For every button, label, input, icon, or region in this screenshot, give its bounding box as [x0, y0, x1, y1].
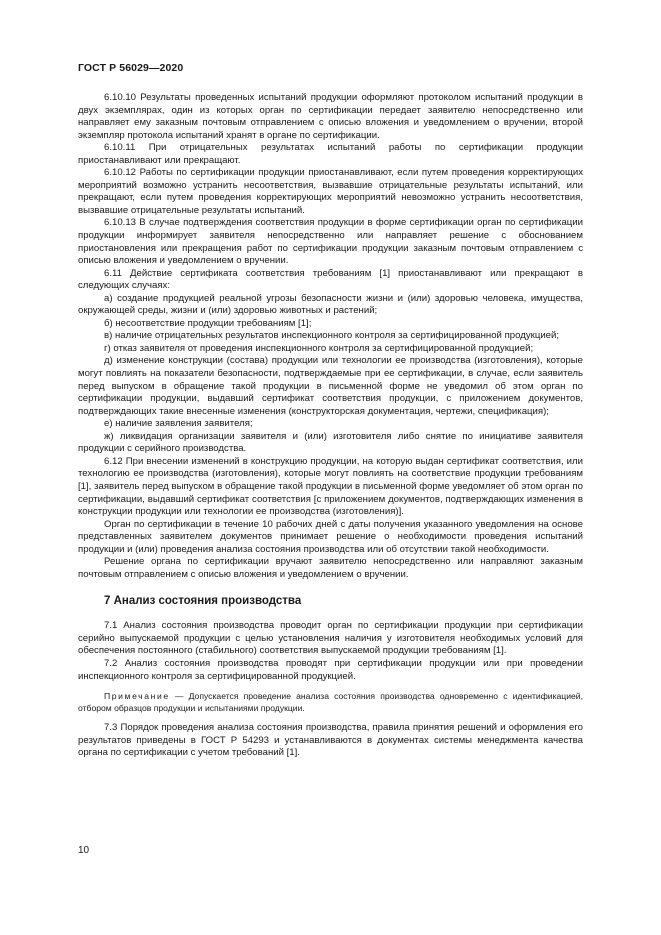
list-item-g: г) отказ заявителя от проведения инспекционного контроля за сертифицированной продукцией;	[104, 342, 534, 354]
note	[78, 691, 583, 714]
paragraph-6-10-11: 6.10.11 При отрицательных результатах испытаний работы по сертификации продукции приостанавливают или прекращают.	[78, 142, 583, 166]
document-header: ГОСТ Р 56029—2020	[78, 62, 184, 74]
paragraph-7-1: 7.1 Анализ состояния производства проводит орган по сертификации продукции при сертификации серийно выпускаемой продукции с целью установления наличия у изготовителя необходимых условий для обеспечения постоянного (стабильного) соответствия выпускаемой продукции требованиям [1].	[78, 620, 583, 657]
paragraph-notification: Орган по сертификации в течение 10 рабочих дней с даты получения указанного уведомления на основе представленных заявителем документов принимает решение о необходимости проведения испытаний продукции и (или) проведения анализа состояния производства или об отсутствии такой необходимости.	[78, 518, 583, 555]
paragraph-6-11: 6.11 Действие сертификата соответствия требованиям [1] приостанавливают или прекращают в следующих случаях:	[78, 267, 583, 292]
list-item-d: д) изменение конструкции (состава) продукции или технологии ее производства (изготовления), которые могут повлиять на показатели безопасности, подтверждаемые при ее сертификации, в случае, если заявитель перед выпуском в обращение такой продукции в письменной форме не уведомил об этом орган по сертификации продукции, выдавший сертификат соответствия продукции, с приложением документов, подтверждающих такие внесенные изменения (конструкторская документация, чертежи, спецификация);	[78, 355, 583, 417]
document-body	[78, 92, 583, 760]
paragraph-7-2: 7.2 Анализ состояния производства проводят при сертификации продукции или при проведении инспекционного контроля за сертифицированной продукцией.	[78, 657, 583, 682]
note-label: Примечание	[104, 691, 170, 702]
paragraph-decision: Решение органа по сертификации вручают заявителю непосредственно или направляют заказным почтовым отправлением с описью вложения и уведомлением о вручении.	[78, 556, 583, 580]
list-item-zh: ж) ликвидация организации заявителя и (или) изготовителя либо снятие по инициативе заявителя продукции с серийного производства.	[78, 430, 583, 455]
page-number: 10	[78, 845, 90, 856]
list-item-e: е) наличие заявления заявителя;	[104, 418, 253, 430]
paragraph-6-12: 6.12 При внесении изменений в конструкцию продукции, на которую выдан сертификат соответствия, или технологию ее производства (изготовления), которые могут повлиять на соответствие продукции требованиям [1], заявитель перед выпуском в обращение такой продукции в письменной форме уведомляет об этом орган по сертификации, выдавший сертификат соответствия [с приложением документов, подтверждающих изменения в конструкции продукции или технологии ее производства (изготовления)].	[78, 455, 583, 518]
paragraph-6-10-13: 6.10.13 В случае подтверждения соответствия продукции в форме сертификации орган по сертификации продукции информирует заявителя непосредственно или направляет решение с обоснованием приостановления или прекращения работ по сертификации продукции заказным почтовым отправлением с описью вложения и уведомлением о вручении.	[78, 217, 583, 267]
paragraph-6-10-12: 6.10.12 Работы по сертификации продукции приостанавливают, если путем проведения корректирующих мероприятий возможно устранить несоответствия, вызвавшие отрицательные результаты испытаний, или прекращают, если путем проведения корректирующих мероприятий невозможно устранить несоответствия, вызвавшие отрицательные результаты испытаний.	[78, 167, 583, 216]
list-item-b: б) несоответствие продукции требованиям [1];	[104, 317, 312, 329]
list-item-v: в) наличие отрицательных результатов инспекционного контроля за сертифицированной продукцией;	[104, 330, 560, 342]
note-text: — Допускается проведение анализа состояния производства одновременно с идентификацией, отбором образцов продукции и испытаниями продукции.	[78, 691, 583, 713]
section-7-title: 7 Анализ состояния производства	[104, 595, 302, 608]
list-item-a: а) создание продукцией реальной угрозы безопасности жизни и (или) здоровью человека, имущества, окружающей среды, жизни и (или) здоровью животных и растений;	[78, 292, 583, 317]
paragraph-6-10-10: 6.10.10 Результаты проведенных испытаний продукции оформляют протоколом испытаний продукции в двух экземплярах, один из которых орган по сертификации передает заявителю непосредственно или направляет ему заказным почтовым отправлением с описью вложения и уведомлением о вручении, второй экземпляр протокола испытаний хранят в органе по сертификации.	[78, 92, 583, 141]
paragraph-7-3: 7.3 Порядок проведения анализа состояния производства, правила принятия решений и оформления его результатов приведены в ГОСТ Р 54293 и устанавливаются в документах системы менеджмента качества органа по сертификации с учетом требований [1].	[78, 722, 583, 759]
